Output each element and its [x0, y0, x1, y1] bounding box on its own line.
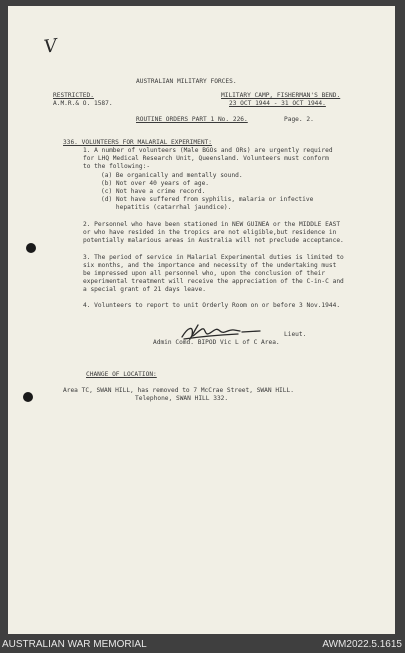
paragraph-3-line-5: a special grant of 21 days leave. — [83, 286, 206, 293]
restricted-label: RESTRICTED. — [53, 92, 94, 99]
paragraph-3-line-1: 3. The period of service in Malarial Experimental duties is limited to — [83, 254, 344, 261]
paragraph-3-line-2: six months, and the importance and necessity of the undertaking must — [83, 262, 337, 269]
paragraph-2-line-1: 2. Personnel who have been stationed in NEW GUINEA or the MIDDLE EAST — [83, 221, 341, 228]
section-title: 336. VOLUNTEERS FOR MALARIAL EXPERIMENT: — [63, 139, 213, 146]
requirement-d: (d) Not have suffered from syphilis, malaria or infective — [101, 196, 314, 203]
order-dates: 23 OCT 1944 - 31 OCT 1944. — [229, 100, 326, 107]
document-page — [8, 6, 395, 634]
camp-name: MILITARY CAMP, FISHERMAN'S BEND. — [221, 92, 341, 99]
location-line-2: Telephone, SWAN HILL 332. — [135, 395, 229, 402]
orders-title: ROUTINE ORDERS PART 1 No. 226. — [136, 116, 248, 123]
page-number: Page. 2. — [284, 116, 314, 123]
punch-hole-bottom — [23, 392, 33, 402]
paragraph-4: 4. Volunteers to report to unit Orderly Room on or before 3 Nov.1944. — [83, 302, 341, 309]
location-line-1: Area TC, SWAN HILL, has removed to 7 McCrae Street, SWAN HILL. — [63, 387, 294, 394]
location-heading: CHANGE OF LOCATION: — [86, 371, 157, 378]
signatory-rank: Lieut. — [284, 331, 307, 338]
signatory-title: Admin Comd. BIPOD Vic L of C Area. — [153, 339, 280, 346]
force-heading: AUSTRALIAN MILITARY FORCES. — [136, 78, 237, 85]
amr-reference: A.M.R.& O. 1587. — [53, 100, 113, 107]
paragraph-2-line-2: or who have resided in the tropics are not eligible,but residence in — [83, 229, 337, 236]
paragraph-3-line-3: be impressed upon all personnel who, upon the conclusion of their — [83, 270, 326, 277]
paragraph-3-line-4: experimental treatment will receive the appreciation of the C-in-C and — [83, 278, 344, 285]
paragraph-2-line-3: potentially malarious areas in Australia will not preclude acceptance. — [83, 237, 344, 244]
paragraph-1-line-3: to the following:- — [83, 163, 151, 170]
requirement-a: (a) Be organically and mentally sound. — [101, 172, 243, 179]
footer-bar — [0, 637, 405, 653]
punch-hole-top — [26, 243, 36, 253]
requirement-b: (b) Not over 40 years of age. — [101, 180, 210, 187]
paragraph-1-line-1: 1. A number of volunteers (Male BGOs and ORs) are urgently required — [83, 147, 333, 154]
paragraph-1-line-2: for LHQ Medical Research Unit, Queensland. Volunteers must conform — [83, 155, 329, 162]
footer-institution: AUSTRALIAN WAR MEMORIAL — [2, 639, 147, 650]
requirement-d-cont: hepatitis (catarrhal jaundice). — [101, 204, 232, 211]
footer-accession-number: AWM2022.5.1615 — [322, 639, 402, 650]
handwritten-mark: V — [42, 35, 59, 58]
requirement-c: (c) Not have a crime record. — [101, 188, 206, 195]
